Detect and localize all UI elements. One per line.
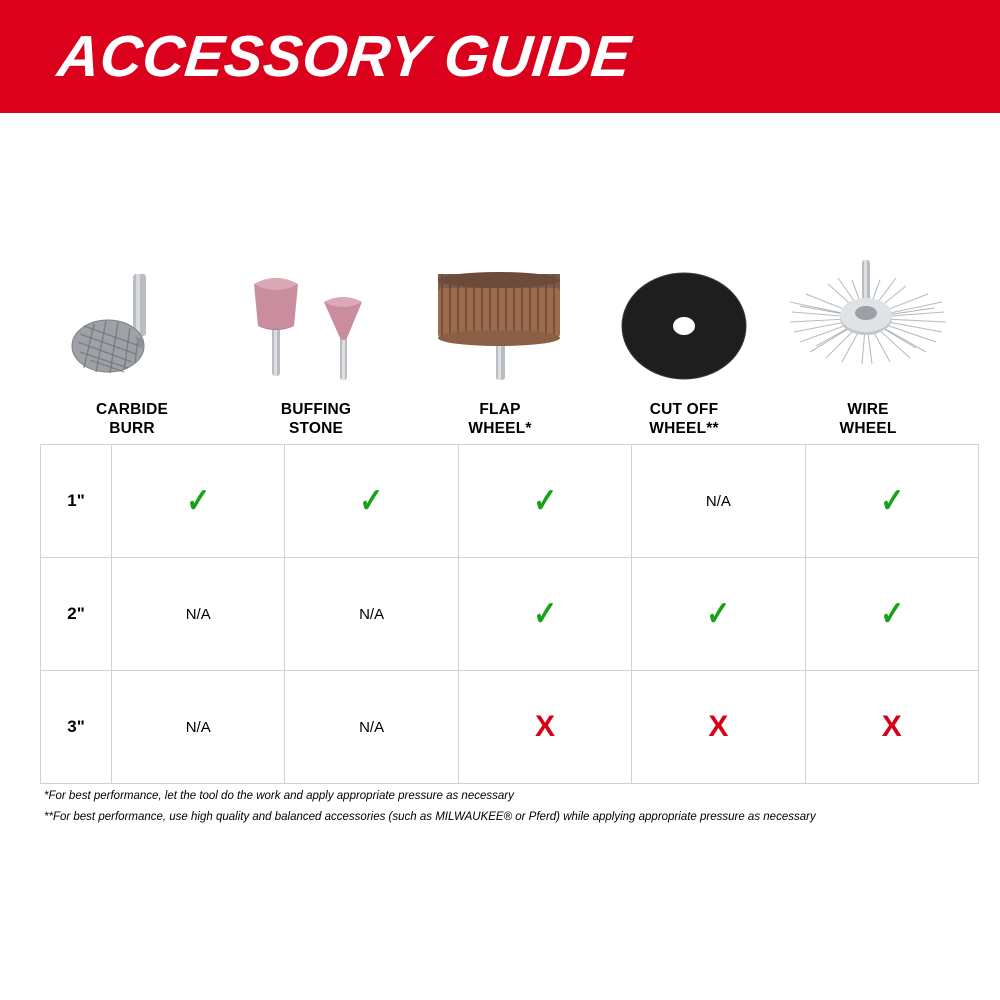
- check-icon: ✓: [186, 482, 211, 520]
- na-text: N/A: [359, 718, 385, 736]
- cell-2in-buffing-stone: [285, 558, 458, 671]
- check-icon: ✓: [532, 595, 558, 633]
- compatibility-table: [40, 444, 979, 784]
- column-label-line1: WIRE: [847, 401, 889, 418]
- column-label-flap-wheel: [408, 400, 592, 438]
- column-label-cut-off-wheel: [592, 400, 776, 438]
- x-icon: X: [708, 710, 729, 743]
- row-size-label: 3": [41, 671, 112, 784]
- check-icon: ✓: [359, 482, 384, 520]
- column-label-line1: CUT OFF: [649, 401, 719, 418]
- cut-off-wheel-icon: [592, 260, 776, 390]
- cell-1in-wire-wheel: [805, 445, 978, 558]
- cell-2in-wire-wheel: [805, 558, 978, 671]
- check-icon: ✓: [532, 482, 558, 520]
- column-label-line2: WHEEL*: [468, 420, 532, 437]
- na-text: N/A: [359, 605, 385, 623]
- product-image-cut-off-wheel: [592, 260, 776, 390]
- column-label-carbide-burr: [40, 400, 224, 438]
- cell-3in-carbide-burr: [112, 671, 285, 784]
- header-banner: [0, 0, 1000, 113]
- row-size-label: 1": [41, 445, 112, 558]
- cell-3in-cut-off-wheel: [632, 671, 805, 784]
- column-label-line2: STONE: [288, 420, 344, 437]
- x-icon: X: [534, 710, 555, 743]
- product-image-carbide-burr: [40, 260, 224, 390]
- cell-3in-flap-wheel: [458, 671, 631, 784]
- cell-2in-cut-off-wheel: [632, 558, 805, 671]
- cell-2in-carbide-burr: [112, 558, 285, 671]
- product-image-row: [40, 260, 960, 390]
- footnote-1: *For best performance, let the tool do the work and apply appropriate pressure as necessary: [44, 790, 514, 802]
- cell-1in-cut-off-wheel: [632, 445, 805, 558]
- wire-wheel-icon: [776, 260, 960, 390]
- cell-2in-flap-wheel: [458, 558, 631, 671]
- cell-1in-flap-wheel: [458, 445, 631, 558]
- buffing-stone-icon: [224, 260, 408, 390]
- na-text: N/A: [185, 605, 211, 623]
- product-image-wire-wheel: [776, 260, 960, 390]
- cell-3in-wire-wheel: [805, 671, 978, 784]
- footnotes: [44, 786, 960, 828]
- column-label-line2: BURR: [109, 420, 155, 437]
- check-icon: ✓: [879, 595, 904, 633]
- product-image-flap-wheel: [408, 260, 592, 390]
- footnote-2: **For best performance, use high quality and balanced accessories (such as MILWAUKEE® or Pferd) while applying appropriate pressure as necessary: [44, 811, 816, 823]
- table-row: [41, 558, 979, 671]
- column-label-line1: CARBIDE: [95, 401, 168, 418]
- page-title: ACCESSORY GUIDE: [54, 24, 635, 89]
- na-text: N/A: [705, 492, 731, 510]
- cell-1in-carbide-burr: [112, 445, 285, 558]
- column-label-buffing-stone: [224, 400, 408, 438]
- x-icon: X: [881, 710, 902, 743]
- column-label-line1: BUFFING: [280, 401, 352, 418]
- carbide-burr-icon: [40, 260, 224, 390]
- check-icon: ✓: [879, 482, 904, 520]
- table-row: [41, 671, 979, 784]
- flap-wheel-icon: [408, 260, 592, 390]
- column-label-wire-wheel: [776, 400, 960, 438]
- na-text: N/A: [185, 718, 211, 736]
- cell-1in-buffing-stone: [285, 445, 458, 558]
- cell-3in-buffing-stone: [285, 671, 458, 784]
- column-label-line2: WHEEL**: [649, 420, 719, 437]
- table-row: [41, 445, 979, 558]
- column-label-row: [40, 400, 960, 438]
- product-image-buffing-stone: [224, 260, 408, 390]
- row-size-label: 2": [41, 558, 112, 671]
- check-icon: ✓: [706, 595, 731, 633]
- column-label-line1: FLAP: [479, 401, 521, 418]
- column-label-line2: WHEEL: [839, 420, 897, 437]
